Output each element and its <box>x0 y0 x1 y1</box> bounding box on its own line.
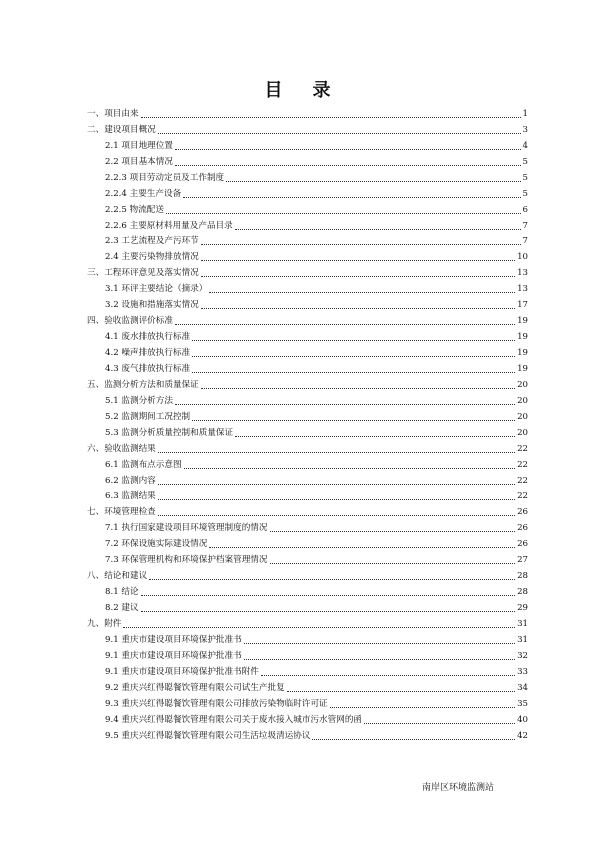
toc-entry-title: 三、工程环评意见及落实情况 <box>87 268 199 279</box>
toc-subsection-entry[interactable] <box>87 630 528 646</box>
toc-page-number: 20 <box>517 379 528 390</box>
toc-subsection-entry[interactable] <box>87 232 528 248</box>
toc-entry-title: 2.2.4 主要生产设备 <box>105 188 182 199</box>
toc-entry-title: 9.3 重庆兴红得聪餐饮管理有限公司排放污染物临时许可证 <box>105 698 328 709</box>
toc-dot-leader <box>192 371 515 373</box>
toc-entry-title: 2.4 主要污染物排放情况 <box>105 252 199 263</box>
toc-page-number: 7 <box>522 220 528 231</box>
toc-page-number: 13 <box>517 284 528 295</box>
toc-dot-leader <box>192 419 515 421</box>
toc-subsection-entry[interactable] <box>87 327 528 343</box>
toc-subsection-entry[interactable] <box>87 247 528 263</box>
toc-dot-leader <box>201 307 515 309</box>
toc-entry-title: 7.3 环保管理机构和环境保护档案管理情况 <box>105 555 268 566</box>
toc-dot-leader <box>166 212 521 214</box>
toc-section-entry[interactable] <box>87 439 528 455</box>
toc-title-char-2: 录 <box>312 80 331 101</box>
toc-subsection-entry[interactable] <box>87 455 528 471</box>
toc-subsection-entry[interactable] <box>87 136 528 152</box>
toc-entry-title: 9.4 重庆兴红得聪餐饮管理有限公司关于废水接入城市污水管网的函 <box>105 714 363 725</box>
toc-dot-leader <box>175 403 515 405</box>
toc-entry-title: 五、监测分析方法和质量保证 <box>87 379 199 390</box>
toc-page-number: 26 <box>517 507 528 518</box>
toc-subsection-entry[interactable] <box>87 694 528 710</box>
toc-subsection-entry[interactable] <box>87 550 528 566</box>
toc-page-number: 22 <box>517 459 528 470</box>
toc-title <box>0 76 595 102</box>
toc-dot-leader <box>149 578 515 580</box>
toc-page-number: 31 <box>517 618 528 629</box>
toc-entry-title: 2.2.5 物流配送 <box>105 204 164 215</box>
toc-dot-leader <box>270 530 516 532</box>
toc-page-number: 20 <box>517 427 528 438</box>
toc-entry-title: 2.2 项目基本情况 <box>105 156 173 167</box>
toc-section-entry[interactable] <box>87 104 528 120</box>
toc-dot-leader <box>364 722 515 724</box>
toc-dot-leader <box>201 387 515 389</box>
toc-title-char-1: 目 <box>264 80 283 101</box>
toc-section-entry[interactable] <box>87 263 528 279</box>
toc-dot-leader <box>175 164 521 166</box>
toc-page-number: 31 <box>517 634 528 645</box>
toc-page-number: 5 <box>522 188 528 199</box>
toc-entry-title: 5.3 监测分析质量控制和质量保证 <box>105 427 234 438</box>
toc-entry-title: 九、附件 <box>87 618 122 629</box>
toc-page-number: 6 <box>522 204 528 215</box>
toc-dot-leader <box>201 275 515 277</box>
toc-entry-title: 9.1 重庆市建设项目环境保护批准书 <box>105 650 242 661</box>
toc-dot-leader <box>183 196 520 198</box>
toc-page-number: 10 <box>517 252 528 263</box>
toc-dot-leader <box>175 323 515 325</box>
toc-entry-title: 9.5 重庆兴红得聪餐饮管理有限公司生活垃圾清运协议 <box>105 730 311 741</box>
toc-entry-title: 2.2.6 主要原材料用量及产品目录 <box>105 220 233 231</box>
toc-subsection-entry[interactable] <box>87 710 528 726</box>
toc-subsection-entry[interactable] <box>87 359 528 375</box>
toc-dot-leader <box>235 228 521 230</box>
toc-entry-title: 二、建设项目概况 <box>87 124 156 135</box>
toc-page-number: 22 <box>517 475 528 486</box>
toc-subsection-entry[interactable] <box>87 200 528 216</box>
toc-entry-title: 6.2 监测内容 <box>105 475 156 486</box>
toc-dot-leader <box>158 498 515 500</box>
toc-subsection-entry[interactable] <box>87 582 528 598</box>
toc-page-number: 22 <box>517 443 528 454</box>
toc-entry-title: 8.2 建议 <box>105 603 139 613</box>
toc-subsection-entry[interactable] <box>87 407 528 423</box>
toc-page-number: 20 <box>517 411 528 422</box>
toc-section-entry[interactable] <box>87 375 528 391</box>
toc-subsection-entry[interactable] <box>87 726 528 742</box>
toc-dot-leader <box>192 355 515 357</box>
toc-dot-leader <box>184 467 516 469</box>
toc-page-number: 5 <box>522 156 528 167</box>
toc-subsection-entry[interactable] <box>87 343 528 359</box>
toc-page-number: 28 <box>517 587 528 598</box>
footer-organization: 南岸区环境监测站 <box>422 783 495 793</box>
toc-entry-title: 5.2 监测期间工况控制 <box>105 411 191 422</box>
toc-entry-title: 4.3 废气排放执行标准 <box>105 363 191 374</box>
toc-page-number: 4 <box>522 140 528 151</box>
toc-page-number: 19 <box>517 348 528 358</box>
toc-page-number: 34 <box>517 682 528 693</box>
toc-subsection-entry[interactable] <box>87 279 528 295</box>
toc-entry-title: 7.2 环保设施实际建设情况 <box>105 539 208 550</box>
toc-entry-title: 5.1 监测分析方法 <box>105 395 173 406</box>
toc-dot-leader <box>175 148 521 150</box>
table-of-contents <box>87 104 528 742</box>
toc-page-number: 29 <box>517 603 528 613</box>
toc-entry-title: 6.1 监测布点示意图 <box>105 459 182 470</box>
toc-section-entry[interactable] <box>87 566 528 582</box>
toc-dot-leader <box>141 610 515 612</box>
toc-dot-leader <box>158 451 515 453</box>
toc-entry-title: 六、验收监测结果 <box>87 443 156 454</box>
toc-subsection-entry[interactable] <box>87 518 528 534</box>
toc-page-number: 17 <box>517 300 528 311</box>
toc-subsection-entry[interactable] <box>87 646 528 662</box>
toc-dot-leader <box>209 291 515 293</box>
toc-subsection-entry[interactable] <box>87 662 528 678</box>
toc-entry-title: 7.1 执行国家建设项目环境管理制度的情况 <box>105 523 268 534</box>
toc-entry-title: 2.2.3 项目劳动定员及工作制度 <box>105 172 225 183</box>
toc-page-number: 7 <box>522 236 528 247</box>
toc-page-number: 42 <box>517 730 528 741</box>
toc-page-number: 27 <box>517 555 528 566</box>
toc-entry-title: 七、环境管理检查 <box>87 507 156 518</box>
toc-dot-leader <box>270 562 516 564</box>
toc-dot-leader <box>226 180 520 182</box>
toc-entry-title: 4.2 噪声排放执行标准 <box>105 348 191 358</box>
toc-dot-leader <box>244 642 515 644</box>
toc-entry-title: 9.1 重庆市建设项目环境保护批准书附件 <box>105 666 259 677</box>
toc-subsection-entry[interactable] <box>87 423 528 439</box>
toc-subsection-entry[interactable] <box>87 598 528 614</box>
toc-page-number: 5 <box>522 172 528 183</box>
toc-dot-leader <box>158 132 521 134</box>
toc-dot-leader <box>201 259 515 261</box>
toc-page-number: 3 <box>522 124 528 135</box>
toc-entry-title: 2.1 项目地理位置 <box>105 140 173 151</box>
toc-subsection-entry[interactable] <box>87 471 528 487</box>
toc-entry-title: 八、结论和建议 <box>87 571 148 582</box>
toc-entry-title: 4.1 废水排放执行标准 <box>105 332 191 343</box>
toc-section-entry[interactable] <box>87 502 528 518</box>
toc-subsection-entry[interactable] <box>87 678 528 694</box>
toc-page-number: 32 <box>517 650 528 661</box>
toc-dot-leader <box>209 546 515 548</box>
toc-dot-leader <box>158 514 515 516</box>
toc-section-entry[interactable] <box>87 614 528 630</box>
toc-entry-title: 9.1 重庆市建设项目环境保护批准书 <box>105 634 242 645</box>
toc-subsection-entry[interactable] <box>87 152 528 168</box>
toc-dot-leader <box>287 690 515 692</box>
toc-subsection-entry[interactable] <box>87 391 528 407</box>
toc-page-number: 13 <box>517 268 528 279</box>
toc-page-number: 33 <box>517 666 528 677</box>
toc-page-number: 28 <box>517 571 528 582</box>
toc-page-number: 26 <box>517 523 528 534</box>
toc-dot-leader <box>192 339 515 341</box>
toc-dot-leader <box>158 483 515 485</box>
toc-entry-title: 6.3 监测结果 <box>105 491 156 502</box>
toc-page-number: 20 <box>517 395 528 406</box>
toc-dot-leader <box>235 435 515 437</box>
toc-entry-title: 四、验收监测评价标准 <box>87 316 173 327</box>
toc-entry-title: 3.2 设施和措施落实情况 <box>105 300 199 311</box>
toc-subsection-entry[interactable] <box>87 184 528 200</box>
toc-page-number: 19 <box>517 332 528 343</box>
toc-entry-title: 9.2 重庆兴红得聪餐饮管理有限公司试生产批复 <box>105 682 285 693</box>
toc-subsection-entry[interactable] <box>87 487 528 503</box>
toc-entry-title: 2.3 工艺流程及产污环节 <box>105 236 199 247</box>
toc-subsection-entry[interactable] <box>87 295 528 311</box>
toc-dot-leader <box>123 626 515 628</box>
toc-entry-title: 8.1 结论 <box>105 587 139 598</box>
toc-dot-leader <box>244 658 515 660</box>
toc-dot-leader <box>330 706 515 708</box>
toc-subsection-entry[interactable] <box>87 168 528 184</box>
toc-dot-leader <box>141 116 521 118</box>
toc-subsection-entry[interactable] <box>87 534 528 550</box>
toc-section-entry[interactable] <box>87 311 528 327</box>
toc-dot-leader <box>201 243 521 245</box>
toc-section-entry[interactable] <box>87 120 528 136</box>
toc-page-number: 35 <box>517 698 528 709</box>
toc-entry-title: 一、项目由来 <box>87 108 139 119</box>
toc-page-number: 22 <box>517 491 528 502</box>
toc-subsection-entry[interactable] <box>87 216 528 232</box>
toc-dot-leader <box>261 674 515 676</box>
toc-dot-leader <box>141 594 515 596</box>
toc-dot-leader <box>312 738 515 740</box>
toc-page-number: 26 <box>517 539 528 550</box>
toc-entry-title: 3.1 环评主要结论（摘录） <box>105 284 208 295</box>
toc-page-number: 1 <box>522 108 528 119</box>
toc-page-number: 19 <box>517 316 528 327</box>
toc-page-number: 19 <box>517 363 528 374</box>
toc-page-number: 40 <box>517 714 528 725</box>
